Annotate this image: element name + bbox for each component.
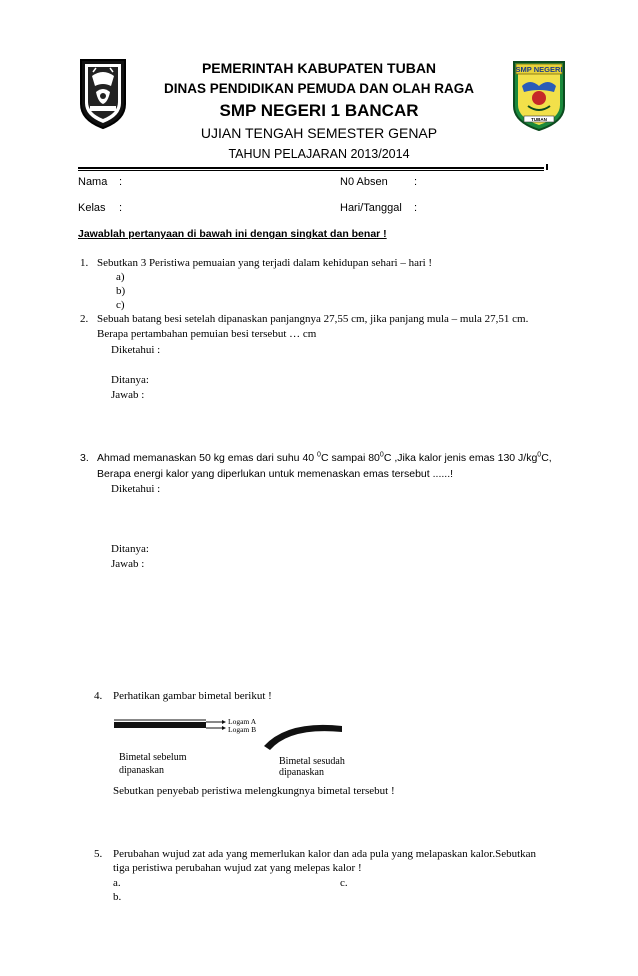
header-divider-thin: [78, 170, 544, 171]
absen-label: N0 Absen: [340, 176, 388, 188]
q3-line1-part-b: C sampai 80: [320, 452, 380, 464]
q1-text: Sebutkan 3 Peristiwa pemuaian yang terjadi dalam kehidupan sehari – hari !: [97, 257, 433, 269]
nama-colon: :: [119, 176, 123, 188]
q4-text: Perhatikan gambar bimetal berikut !: [113, 690, 272, 702]
header-academic-year: TAHUN PELAJARAN 2013/2014: [228, 147, 410, 161]
q3-line1-part-c: C ,Jika kalor jenis emas 130 J/kg: [383, 452, 538, 464]
q5-line2: tiga peristiwa perubahan wujud zat yang melepas kalor !: [113, 862, 362, 874]
q3-degree-sup-1: 0: [317, 451, 321, 459]
q3-line1: [97, 452, 552, 464]
absen-colon: :: [414, 176, 418, 188]
q2-line2: Berapa pertambahan pemuian besi tersebut … cm: [97, 328, 317, 340]
header-school-name: SMP NEGERI 1 BANCAR: [219, 101, 419, 120]
nama-label: Nama: [78, 176, 108, 188]
bimetal-before-label-2: dipanaskan: [119, 765, 164, 776]
q3-degree-sup-3: 0: [537, 451, 542, 459]
bimetal-after-label-2: dipanaskan: [279, 767, 324, 778]
q3-number: 3.: [80, 452, 89, 464]
q2-ditanya: Ditanya:: [111, 374, 149, 386]
q2-number: 2.: [80, 313, 89, 325]
straight-bimetal-strip: [114, 722, 206, 728]
q3-line1-part-d: C,: [541, 452, 552, 464]
logam-b-label: Logam B: [228, 725, 257, 734]
school-logo-banner-text: SMP NEGERI: [515, 65, 563, 74]
q3-line1-part-a: Ahmad memanaskan 50 kg emas dari suhu 40: [97, 452, 318, 464]
bimetal-before-label-1: Bimetal sebelum: [119, 752, 187, 763]
bimetal-after-label-1: Bimetal sesudah: [279, 756, 345, 767]
kelas-colon: :: [119, 202, 123, 214]
q3-diketahui: Diketahui :: [111, 483, 161, 495]
q2-jawab: Jawab :: [111, 389, 145, 401]
kelas-label: Kelas: [78, 202, 106, 214]
q5-number: 5.: [94, 848, 103, 860]
q1-option-c: c): [116, 299, 125, 311]
q1-option-a: a): [116, 271, 125, 283]
header-exam-title: UJIAN TENGAH SEMESTER GENAP: [200, 125, 438, 141]
q5-option-c: c.: [340, 877, 348, 889]
tanggal-colon: :: [414, 202, 418, 214]
q5-line1: Perubahan wujud zat ada yang memerlukan kalor dan ada pula yang melapaskan kalor.Sebutkan: [113, 848, 537, 860]
q5-option-b: b.: [113, 891, 122, 903]
tanggal-label: Hari/Tanggal: [340, 202, 402, 214]
instruction-text: Jawablah pertanyaan di bawah ini dengan singkat dan benar !: [78, 228, 387, 240]
school-logo-caption: TUBAN: [531, 117, 547, 122]
q4-question: Sebutkan penyebab peristiwa melengkungnya bimetal tersebut !: [113, 785, 395, 797]
q4-number: 4.: [94, 690, 103, 702]
header-divider-end-mark: [546, 164, 548, 170]
q1-option-b: b): [116, 285, 126, 297]
q5-option-a: a.: [113, 877, 121, 889]
q2-diketahui: Diketahui :: [111, 344, 161, 356]
q3-degree-sup-2: 0: [379, 451, 384, 459]
q3-line2: Berapa energi kalor yang diperlukan untuk memenaskan emas tersebut ......!: [97, 468, 454, 480]
q1-number: 1.: [80, 257, 89, 269]
header-divider-thick: [78, 167, 544, 169]
bent-bimetal-strip: [264, 725, 342, 750]
q3-jawab: Jawab :: [111, 558, 145, 570]
header-department-title: DINAS PENDIDIKAN PEMUDA DAN OLAH RAGA: [163, 81, 474, 96]
q2-line1: Sebuah batang besi setelah dipanaskan panjangnya 27,55 cm, jika panjang mula – mula 27,51 cm.: [97, 313, 529, 325]
q3-ditanya: Ditanya:: [111, 543, 149, 555]
header-government-title: PEMERINTAH KABUPATEN TUBAN: [201, 60, 437, 76]
logam-a-label: Logam A: [228, 717, 257, 726]
